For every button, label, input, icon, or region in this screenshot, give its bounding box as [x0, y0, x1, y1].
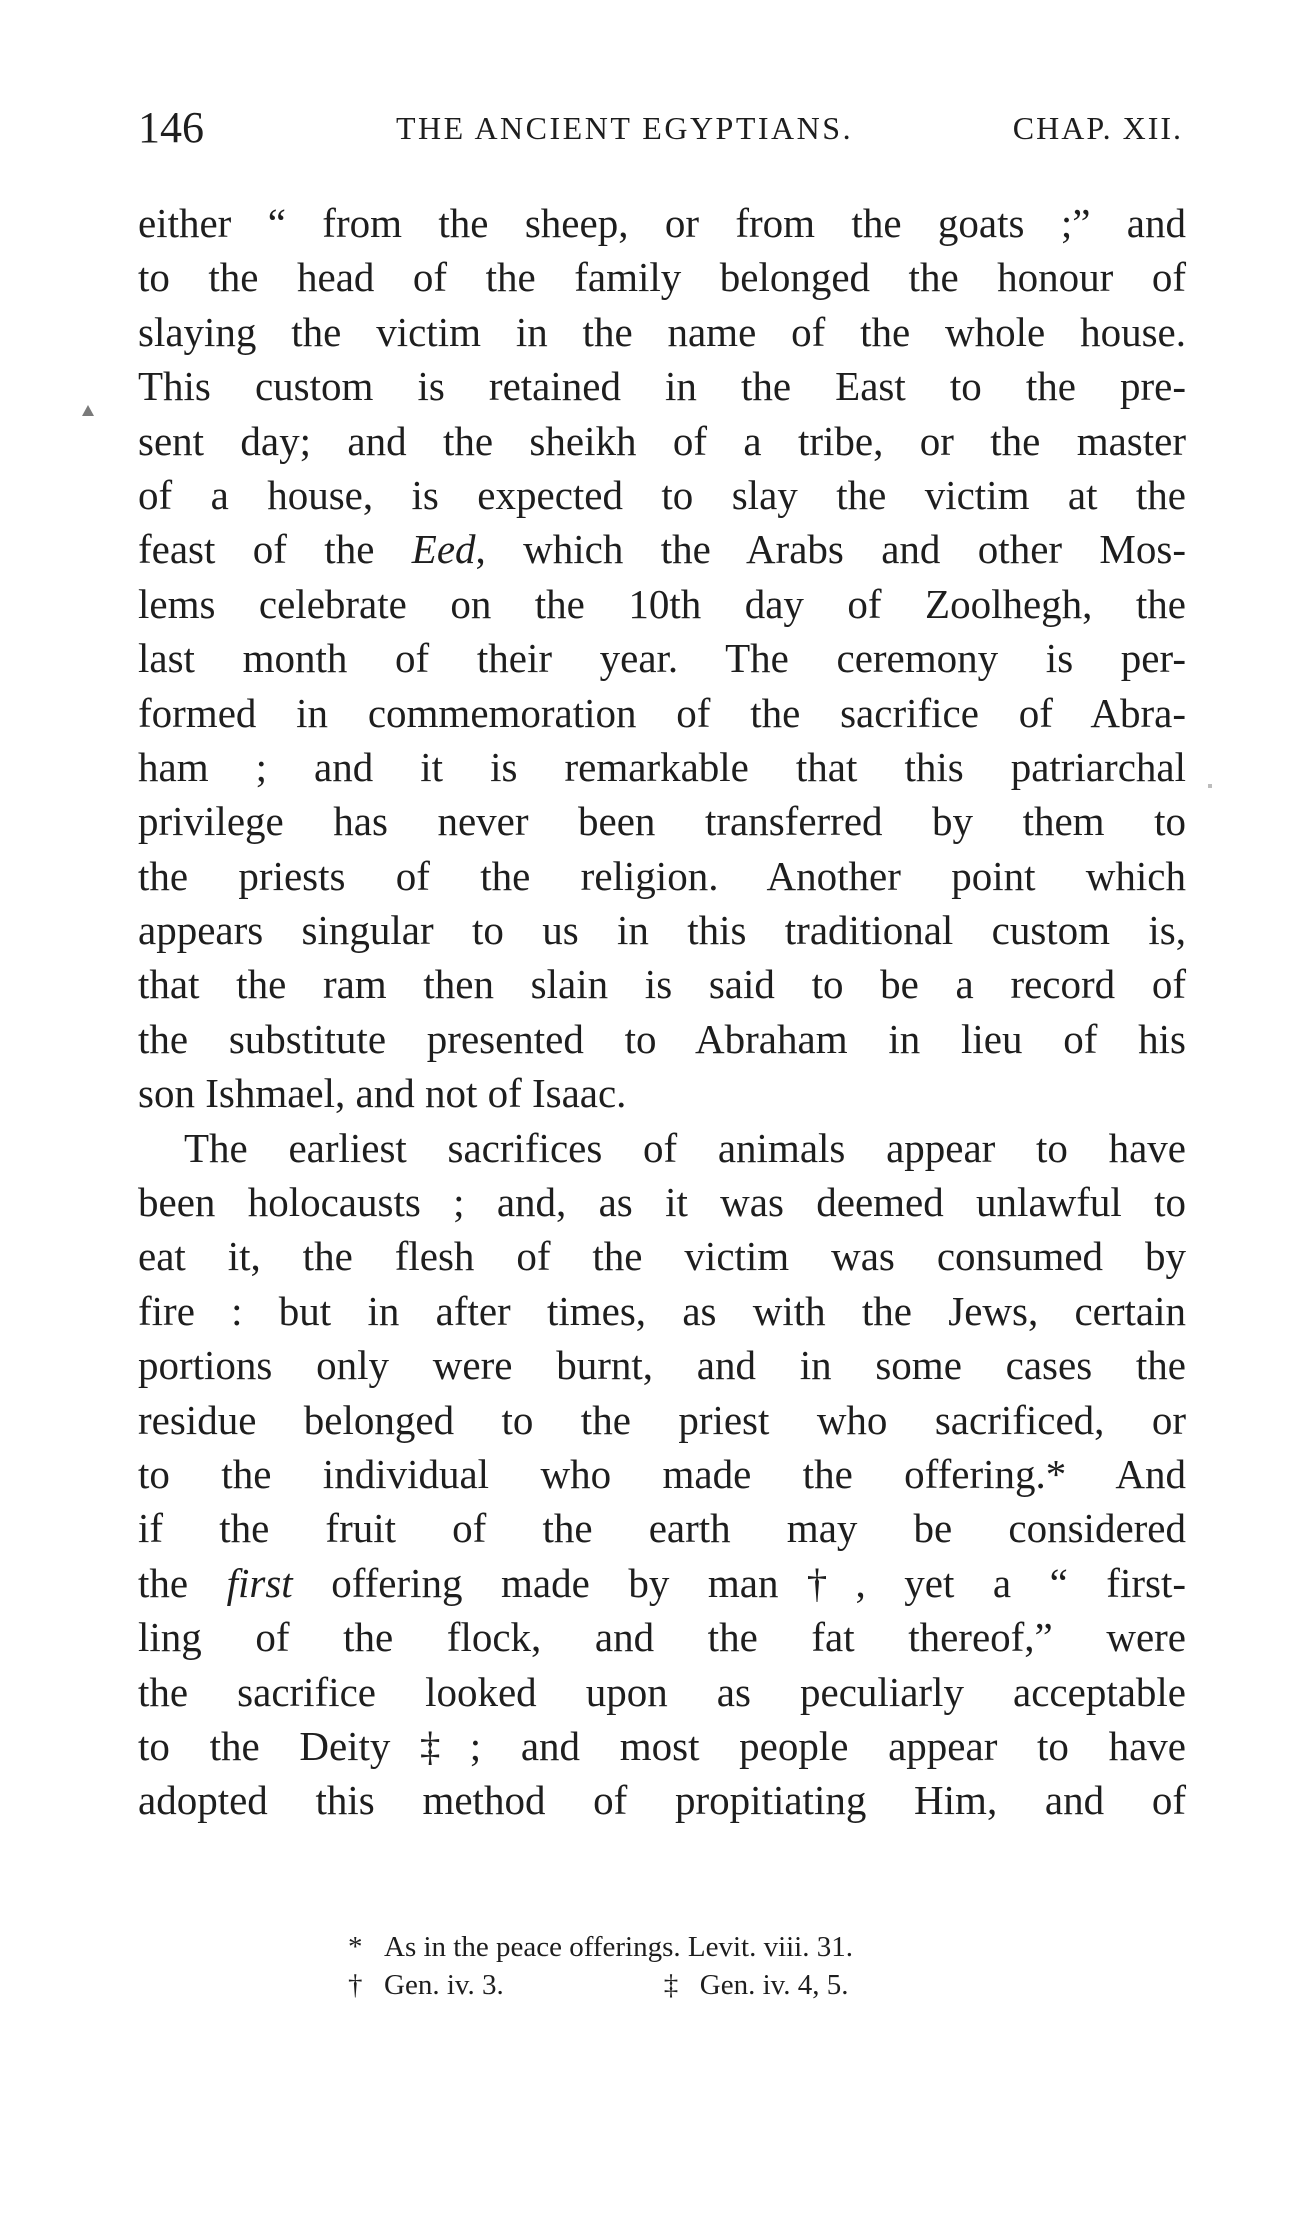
- text-line: last month of their year. The ceremony is per-: [138, 635, 1186, 682]
- text-line: lems celebrate on the 10th day of Zoolhegh, the: [138, 580, 1186, 627]
- text-line: portions only were burnt, and in some cases the: [138, 1342, 1186, 1389]
- text-line: if the fruit of the earth may be considered: [138, 1505, 1186, 1552]
- text-line: ling of the flock, and the fat thereof,” were: [138, 1614, 1186, 1661]
- text-line: to the Deity‡; and most people appear to have: [138, 1722, 1186, 1769]
- print-speck: [82, 405, 94, 416]
- text-line: slaying the victim in the name of the whole house.: [138, 308, 1186, 355]
- running-chapter: CHAP. XII.: [1012, 110, 1183, 146]
- print-speck: [1208, 784, 1212, 788]
- text-line: of a house, is expected to slay the victim at the: [138, 471, 1186, 518]
- page-number: 146: [138, 103, 204, 152]
- text-line: residue belonged to the priest who sacrificed, or: [138, 1396, 1186, 1443]
- text-line: son Ishmael, and not of Isaac.: [138, 1070, 627, 1117]
- footnote-marker: †: [348, 1969, 363, 2001]
- text-line: been holocausts ; and, as it was deemed unlawful to: [138, 1179, 1186, 1226]
- footnote-text: Gen. iv. 4, 5.: [699, 1969, 849, 2001]
- text-line: that the ram then slain is said to be a record of: [138, 961, 1186, 1008]
- footnotes: [348, 1928, 1048, 2004]
- footnote-star: [348, 1928, 1048, 1966]
- footnote-text: As in the peace offerings. Levit. viii. 31.: [384, 1931, 853, 1963]
- text-line: appears singular to us in this traditional custom is,: [138, 907, 1186, 954]
- text-line: The earliest sacrifices of animals appear to have: [184, 1124, 1186, 1171]
- italic-word: first: [226, 1559, 293, 1606]
- footnote-text: Gen. iv. 3.: [384, 1969, 504, 2001]
- text-line: eat it, the flesh of the victim was consumed by: [138, 1233, 1186, 1280]
- text-line: This custom is retained in the East to the pre-: [138, 363, 1186, 410]
- running-head: [138, 98, 1183, 158]
- text-line: adopted this method of propitiating Him, and of: [138, 1777, 1186, 1824]
- text-line: the sacrifice looked upon as peculiarly acceptable: [138, 1668, 1186, 1715]
- text-line: formed in commemoration of the sacrifice of Abra-: [138, 689, 1186, 736]
- text-line: ham ; and it is remarkable that this patriarchal: [138, 743, 1186, 790]
- text-line: the priests of the religion. Another point which: [138, 852, 1186, 899]
- text-line: fire : but in after times, as with the Jews, certain: [138, 1287, 1186, 1334]
- text-line: to the individual who made the offering.* And: [138, 1450, 1186, 1497]
- text-line: feast of the Eed, which the Arabs and other Mos-: [138, 526, 1186, 573]
- text-line: privilege has never been transferred by them to: [138, 798, 1186, 845]
- body-text: [138, 196, 1186, 1828]
- running-title: THE ANCIENT EGYPTIANS.: [396, 110, 854, 146]
- text-line: to the head of the family belonged the honour of: [138, 254, 1186, 301]
- text-line: sent day; and the sheikh of a tribe, or the master: [138, 417, 1186, 464]
- footnote-marker: *: [348, 1931, 363, 1963]
- text-line: the substitute presented to Abraham in lieu of his: [138, 1015, 1186, 1062]
- italic-word: Eed: [411, 526, 476, 573]
- footnote-dagger-row: [348, 1966, 1048, 2004]
- footnote-marker: ‡: [663, 1969, 679, 2001]
- text-line: either “ from the sheep, or from the goats ;” and: [138, 200, 1186, 246]
- text-line: the first offering made by man†, yet a “ first-: [138, 1559, 1186, 1606]
